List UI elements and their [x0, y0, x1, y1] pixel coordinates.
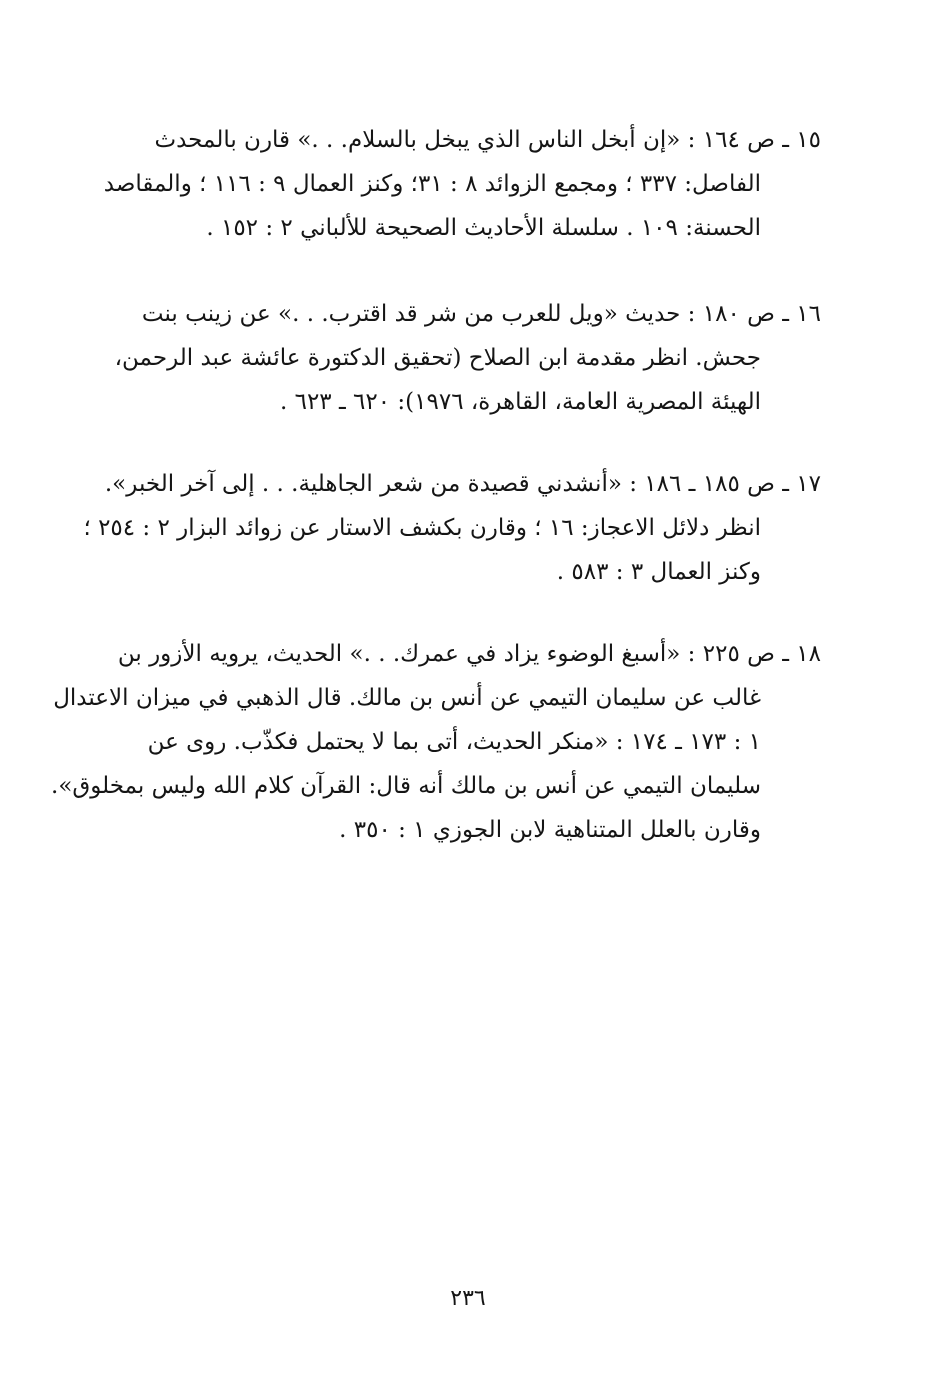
endnote-17-line-1: ١٧ ـ ص ١٨٥ ـ ١٨٦ : «أنشدني قصيدة من شعر الجاهلية. . . إلى آخر الخبر».	[104, 471, 821, 497]
page-number: ٢٣٦	[450, 1286, 486, 1311]
endnote-16	[116, 292, 821, 424]
endnote-17-line-3: وكنز العمال ٣ : ٥٨٣ .	[556, 559, 761, 585]
endnote-18-line-4: سليمان التيمي عن أنس بن مالك أنه قال: القرآن كلام الله وليس بمخلوق».	[51, 773, 761, 799]
endnote-17-line-2: انظر دلائل الاعجاز: ١٦ ؛ وقارن بكشف الاستار عن زوائد البزار ٢ : ٢٥٤ ؛	[83, 515, 761, 541]
endnote-18-line-3: ١ : ١٧٣ ـ ١٧٤ : «منكر الحديث، أتى بما لا يحتمل فكذّب. روى عن	[147, 729, 761, 755]
endnote-18	[51, 632, 821, 852]
endnote-16-line-3: الهيئة المصرية العامة، القاهرة، ١٩٧٦): ٦٢٠ ـ ٦٢٣ .	[279, 389, 761, 415]
endnote-18-line-1: ١٨ ـ ص ٢٢٥ : «أسبغ الوضوء يزاد في عمرك. . .» الحديث، يرويه الأزور بن	[117, 641, 821, 667]
endnote-18-line-2: غالب عن سليمان التيمي عن أنس بن مالك. قال الذهبي في ميزان الاعتدال	[53, 685, 761, 711]
endnote-17	[83, 462, 821, 594]
endnote-15-line-2: الفاصل: ٣٣٧ ؛ ومجمع الزوائد ٨ : ٣١؛ وكنز العمال ٩ : ١١٦ ؛ والمقاصد	[103, 171, 761, 197]
endnote-15-line-3: الحسنة: ١٠٩ . سلسلة الأحاديث الصحيحة للألباني ٢ : ١٥٢ .	[206, 215, 761, 241]
endnote-16-line-1: ١٦ ـ ص ١٨٠ : حديث «ويل للعرب من شر قد اقترب. . .» عن زينب بنت	[141, 301, 821, 327]
endnote-18-line-5: وقارن بالعلل المتناهية لابن الجوزي ١ : ٣٥٠ .	[339, 817, 761, 843]
endnote-15	[103, 118, 821, 250]
endnote-15-line-1: ١٥ ـ ص ١٦٤ : «إن أبخل الناس الذي يبخل بالسلام. . .» قارن بالمحدث	[154, 127, 821, 153]
endnote-16-line-2: جحش. انظر مقدمة ابن الصلاح (تحقيق الدكتورة عائشة عبد الرحمن،	[114, 345, 761, 371]
